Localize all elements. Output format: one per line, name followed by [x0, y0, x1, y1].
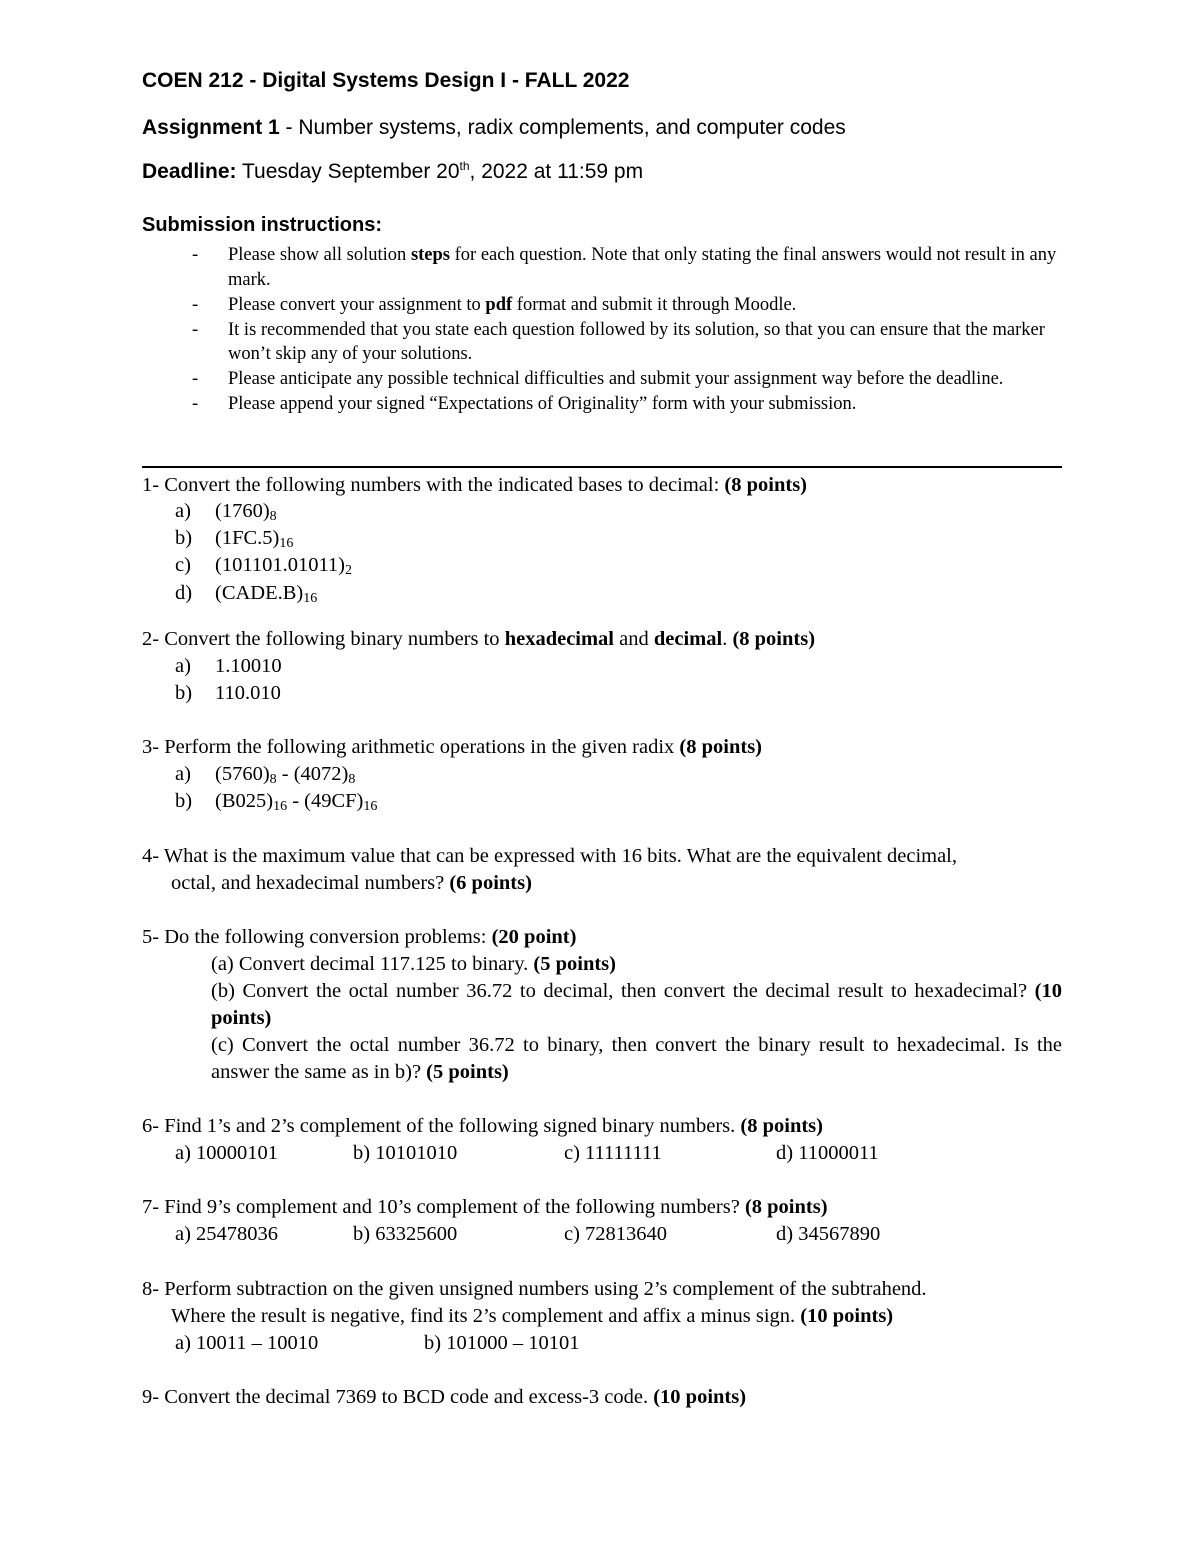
- q1-item-d: [175, 580, 317, 607]
- course-title: COEN 212 - Digital Systems Design I - FALL 2022: [142, 69, 630, 92]
- q7-item-c: c) 72813640: [564, 1223, 668, 1245]
- q5-part-a: [211, 951, 1062, 978]
- part-text: (a) Convert decimal 117.125 to binary.: [211, 953, 534, 975]
- question-stem: Where the result is negative, find its 2’s complement and affix a minus sign.: [171, 1305, 801, 1327]
- item-value: (CADE.B): [215, 582, 304, 604]
- q1-item-a: [175, 498, 277, 525]
- part-points: (5 points): [533, 953, 616, 975]
- question-stem: 6- Find 1’s and 2’s complement of the following signed binary numbers.: [142, 1115, 741, 1137]
- item-value: - (4072): [276, 763, 349, 785]
- instruction-text: Please convert your assignment to: [228, 294, 486, 315]
- item-base: 8: [269, 772, 277, 787]
- item-base: 16: [279, 536, 294, 551]
- deadline-label: Deadline:: [142, 160, 237, 183]
- q6-item-c: c) 11111111: [564, 1142, 662, 1164]
- submission-heading: Submission instructions:: [142, 214, 383, 236]
- item-label: d): [175, 582, 193, 604]
- q5-part-c: [211, 1032, 1062, 1086]
- question-points: (8 points): [744, 1196, 828, 1218]
- deadline-line: [142, 160, 643, 184]
- item-value: (B025): [215, 790, 274, 812]
- assignment-line: [142, 116, 846, 140]
- question-7: [142, 1194, 1062, 1221]
- q6-item-b: b) 10101010: [353, 1142, 458, 1164]
- question-stem: 9- Convert the decimal 7369 to BCD code and excess-3 code.: [142, 1386, 654, 1408]
- item-label: a): [175, 763, 191, 785]
- question-points: (10 points): [800, 1305, 894, 1327]
- assignment-label: Assignment 1: [142, 116, 280, 139]
- question-stem: and: [614, 628, 654, 650]
- q8-item-b: b) 101000 – 10101: [424, 1332, 580, 1354]
- dash-bullet: -: [192, 294, 199, 315]
- instruction-item: [192, 293, 1062, 318]
- q3-item-b: [175, 788, 377, 815]
- question-bold: decimal: [653, 628, 723, 650]
- item-label: b): [175, 682, 193, 704]
- question-stem: 1- Convert the following numbers with the indicated bases to decimal:: [142, 474, 725, 496]
- question-points: (8 points): [740, 1115, 823, 1137]
- part-points: (10 points): [211, 980, 1062, 1029]
- q7-item-d: d) 34567890: [776, 1223, 881, 1245]
- instruction-item: [192, 392, 1062, 417]
- q7-item-b: b) 63325600: [353, 1223, 458, 1245]
- instruction-text: Please anticipate any possible technical difficulties and submit your assignment way before the deadline.: [228, 369, 1004, 389]
- question-stem: 3- Perform the following arithmetic operations in the given radix: [142, 736, 680, 758]
- dash-bullet: -: [192, 394, 199, 414]
- instruction-bold: pdf: [485, 294, 513, 315]
- assignment-text: - Number systems, radix complements, and computer codes: [279, 116, 846, 139]
- question-points: (8 points): [724, 474, 808, 496]
- question-stem: .: [722, 628, 733, 650]
- item-label: a): [175, 655, 191, 677]
- question-stem: 2- Convert the following binary numbers to: [142, 628, 505, 650]
- question-stem: 7- Find 9’s complement and 10’s complement of the following numbers?: [142, 1196, 745, 1218]
- question-8-line-2: [171, 1303, 893, 1330]
- q1-item-c: [175, 552, 352, 579]
- question-points: (10 points): [653, 1386, 747, 1408]
- question-stem: 5- Do the following conversion problems:: [142, 926, 492, 948]
- item-base: 8: [348, 772, 356, 787]
- dash-bullet: -: [192, 319, 199, 340]
- item-value: - (49CF): [287, 790, 364, 812]
- question-points: (20 point): [491, 926, 577, 948]
- deadline-tail: , 2022 at 11:59 pm: [469, 160, 644, 183]
- item-value: (1FC.5): [215, 527, 280, 549]
- question-6: [142, 1113, 1062, 1140]
- instruction-text: Please show all solution: [228, 245, 411, 265]
- item-base: 16: [363, 799, 378, 814]
- part-points: (5 points): [426, 1061, 509, 1083]
- dash-bullet: -: [192, 245, 199, 265]
- item-value: (1760): [215, 500, 270, 522]
- dash-bullet: -: [192, 369, 199, 389]
- q2-item-b: [175, 680, 281, 707]
- q2-item-a: [175, 653, 282, 680]
- question-4-line-1: 4- What is the maximum value that can be expressed with 16 bits. What are the equivalent decimal,: [142, 845, 958, 867]
- question-bold: hexadecimal: [504, 628, 615, 650]
- question-points: (8 points): [679, 736, 763, 758]
- instruction-text: Please append your signed “Expectations of Originality” form with your submission.: [228, 394, 857, 414]
- q1-item-b: [175, 525, 293, 552]
- question-stem: octal, and hexadecimal numbers?: [171, 872, 450, 894]
- question-8-line-1: 8- Perform subtraction on the given unsigned numbers using 2’s complement of the subtrahend.: [142, 1278, 927, 1300]
- part-text: (c) Convert the octal number 36.72 to binary, then convert the binary result to hexadecimal. Is the answer the same as in b)?: [211, 1034, 1062, 1083]
- item-label: c): [175, 554, 191, 576]
- question-9: [142, 1384, 1062, 1411]
- instruction-text: for each question. Note that only stating the final answers would not result in any mark.: [228, 245, 1057, 290]
- q7-item-a: a) 25478036: [175, 1223, 279, 1245]
- instruction-item: [192, 243, 1062, 292]
- item-value: (101101.01011): [215, 554, 346, 576]
- question-3: [142, 734, 1062, 761]
- q8-item-a: a) 10011 – 10010: [175, 1332, 319, 1354]
- deadline-sup: th: [459, 159, 470, 173]
- section-divider: [142, 466, 1062, 468]
- question-2: [142, 626, 1062, 653]
- item-label: b): [175, 790, 193, 812]
- q6-item-d: d) 11000011: [776, 1142, 879, 1164]
- part-text: (b) Convert the octal number 36.72 to decimal, then convert the decimal result to hexadecimal?: [211, 980, 1035, 1002]
- instruction-text: It is recommended that you state each question followed by its solution, so that you can ensure that the marker won’t skip any of your solutions.: [228, 319, 1045, 364]
- item-value: 1.10010: [215, 655, 282, 677]
- item-label: a): [175, 500, 191, 522]
- item-value: 110.010: [215, 682, 281, 704]
- instructions-list: [192, 243, 1062, 417]
- item-base: 8: [269, 509, 277, 524]
- question-points: (6 points): [449, 872, 532, 894]
- item-base: 16: [303, 591, 318, 606]
- q3-item-a: [175, 761, 355, 788]
- question-5: [142, 924, 1062, 951]
- q5-part-b: [211, 978, 1062, 1032]
- deadline-text: Tuesday September 20: [236, 160, 460, 183]
- question-4-line-2: [171, 870, 532, 897]
- instruction-bold: steps: [410, 245, 450, 265]
- question-points: (8 points): [732, 628, 816, 650]
- item-value: (5760): [215, 763, 270, 785]
- instruction-item: [192, 318, 1062, 367]
- item-label: b): [175, 527, 193, 549]
- item-base: 2: [345, 563, 353, 578]
- question-1: [142, 472, 1062, 499]
- instruction-item: [192, 367, 1062, 392]
- instruction-text: format and submit it through Moodle.: [512, 294, 797, 315]
- item-base: 16: [273, 799, 288, 814]
- q6-item-a: a) 10000101: [175, 1142, 279, 1164]
